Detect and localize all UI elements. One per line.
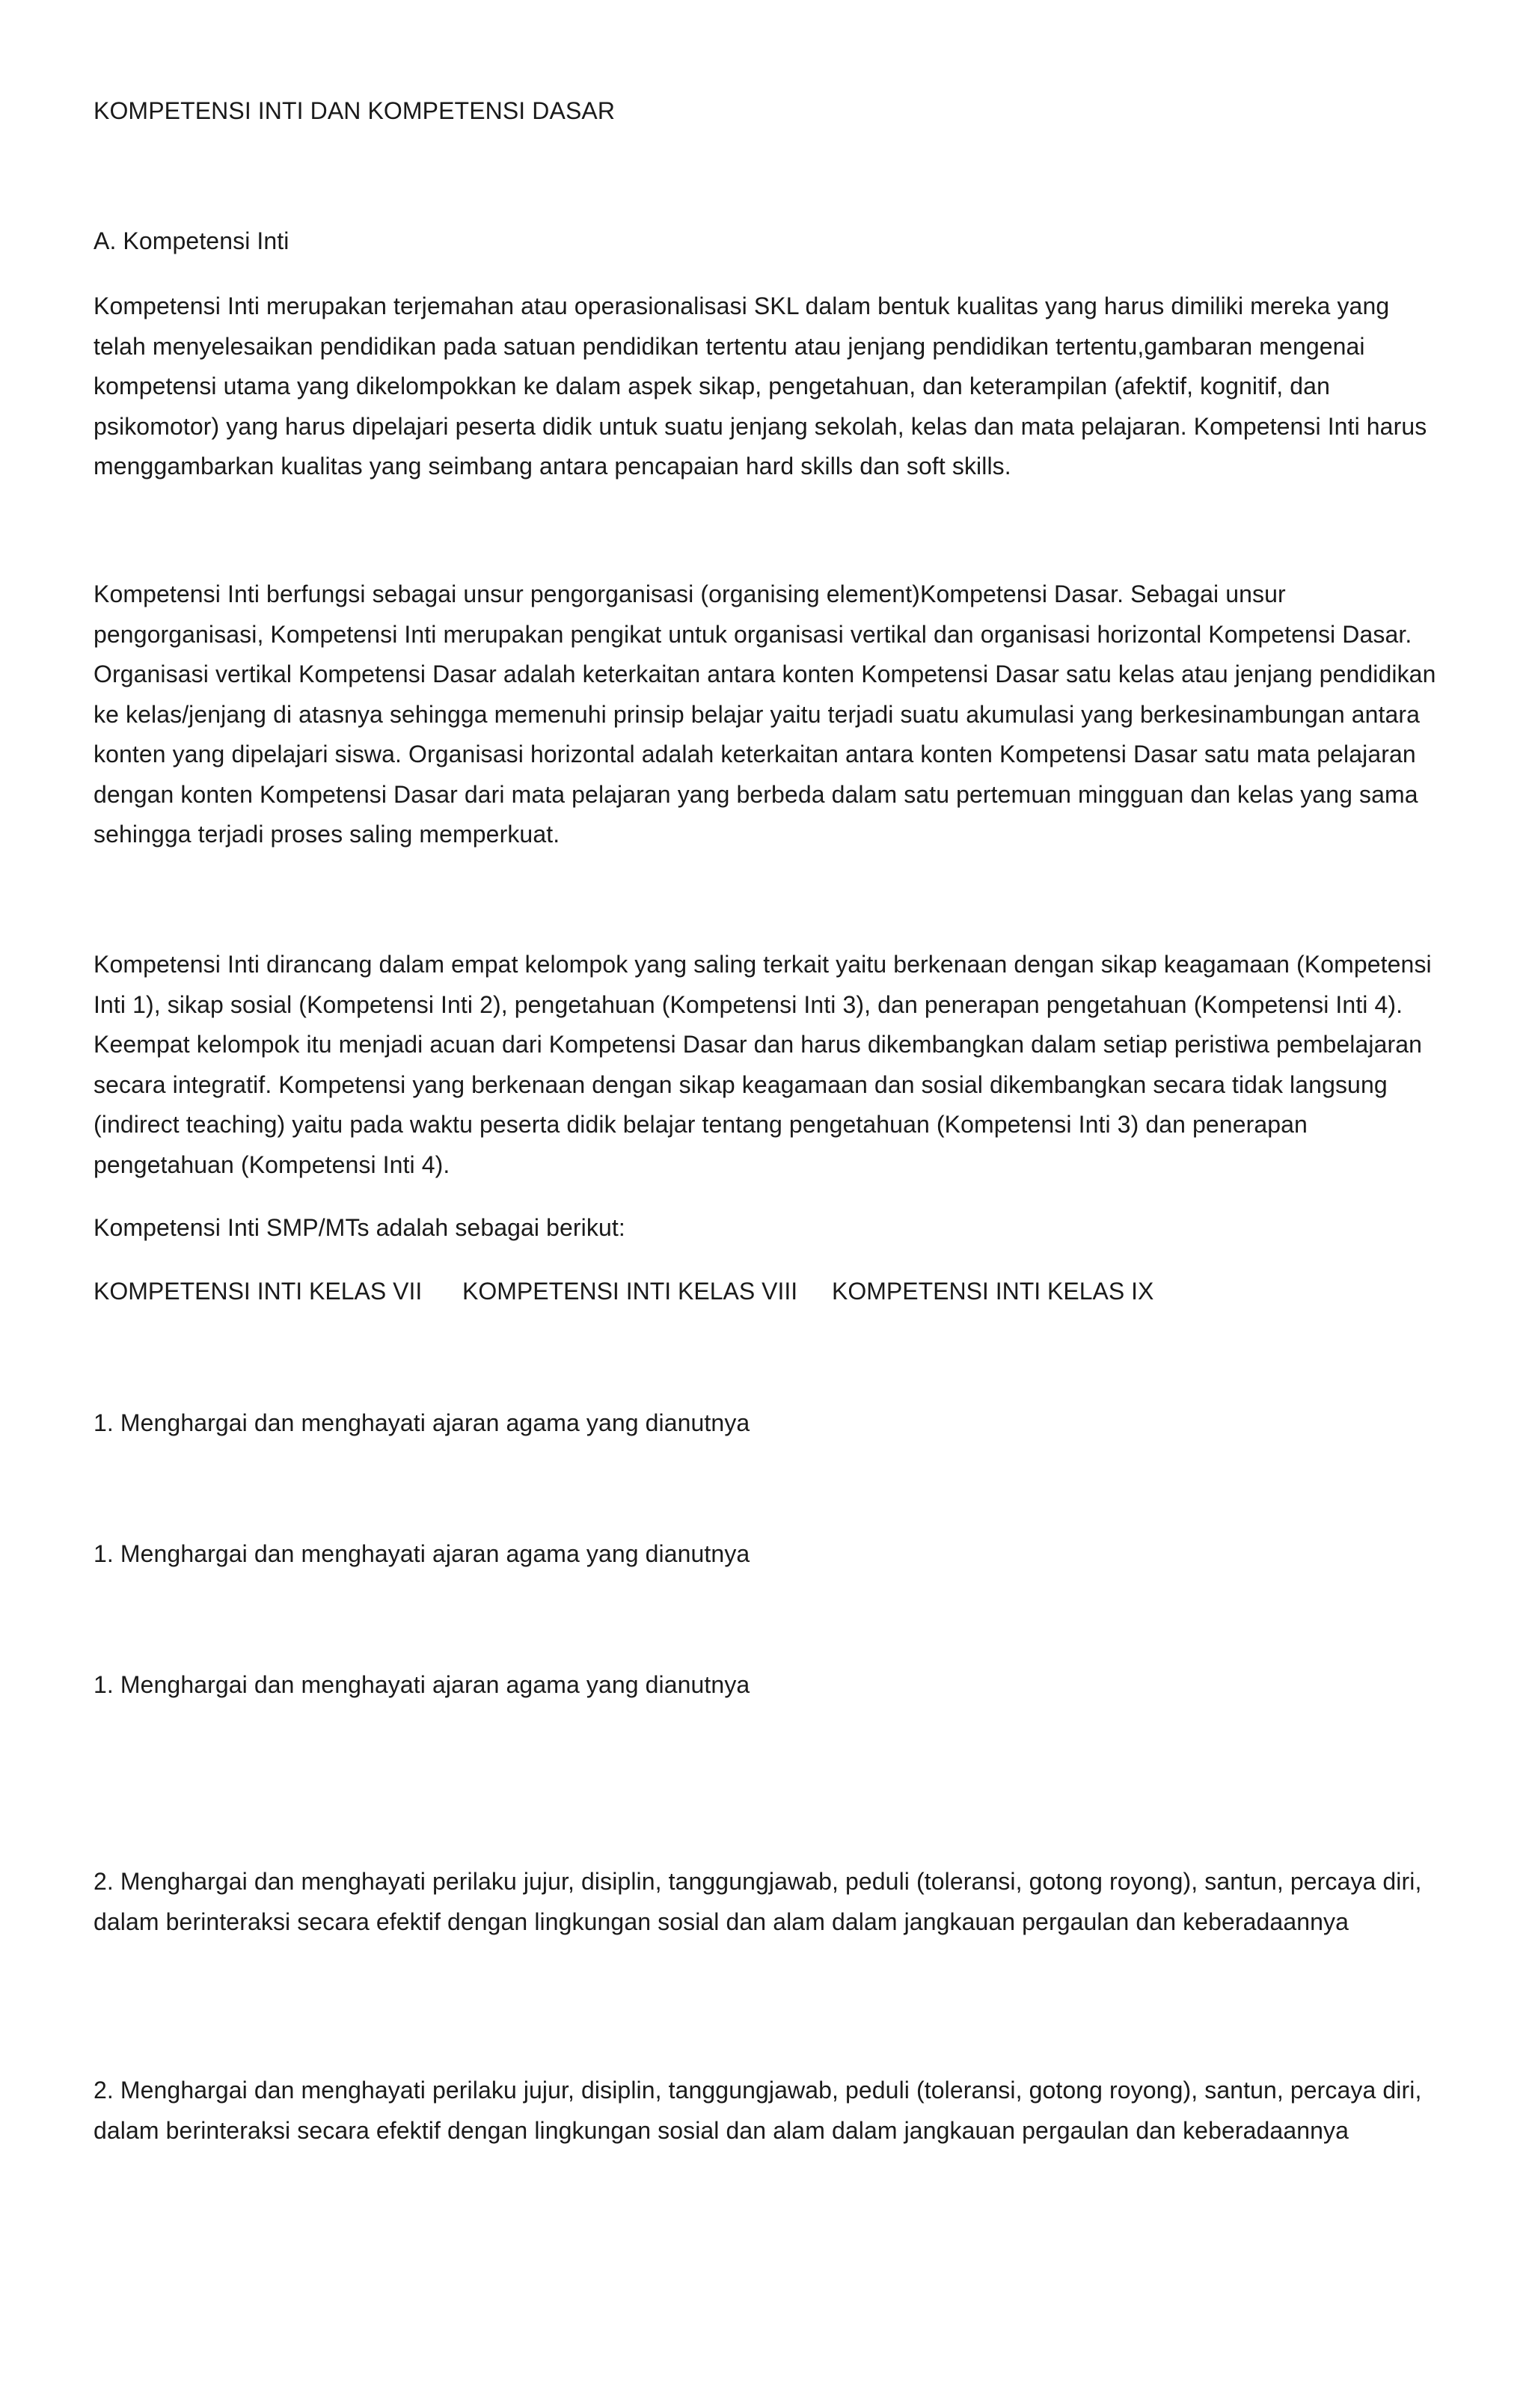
kompetensi-item: 1. Menghargai dan menghayati ajaran agama yang dianutnya	[94, 1409, 750, 1436]
section-heading: A. Kompetensi Inti	[94, 227, 289, 254]
paragraph-groups: Kompetensi Inti dirancang dalam empat kelompok yang saling terkait yaitu berkenaan dengan sikap keagamaan (Kompetensi Inti 1), sikap sosial (Kompetensi Inti 2), pengetahuan (Kompetensi Inti 3), dan penerapan pengetahuan (Kompetensi Inti 4). Keempat kelompok itu menjadi acuan dari Kompetensi Dasar dan harus dikembangkan dalam setiap peristiwa pembelajaran secara integratif. Kompetensi yang berkenaan dengan sikap keagamaan dan sosial dikembangkan secara tidak langsung (indirect teaching) yaitu pada waktu peserta didik belajar tentang pengetahuan (Kompetensi Inti 3) dan penerapan pengetahuan (Kompetensi Inti 4).	[94, 951, 1432, 1178]
paragraph-function: Kompetensi Inti berfungsi sebagai unsur pengorganisasi (organising element)Kompetensi Dasar. Sebagai unsur pengorganisasi, Kompetensi Inti merupakan pengikat untuk organisasi vertikal dan organisasi horizontal Kompetensi Dasar. Organisasi vertikal Kompetensi Dasar adalah keterkaitan antara konten Kompetensi Dasar satu kelas atau jenjang pendidikan ke kelas/jenjang di atasnya sehingga memenuhi prinsip belajar yaitu terjadi suatu akumulasi yang berkesinambungan antara konten yang dipelajari siswa. Organisasi horizontal adalah keterkaitan antara konten Kompetensi Dasar satu mata pelajaran dengan konten Kompetensi Dasar dari mata pelajaran yang berbeda dalam satu pertemuan mingguan dan kelas yang sama sehingga terjadi proses saling memperkuat.	[94, 580, 1436, 848]
paragraph-definition: Kompetensi Inti merupakan terjemahan atau operasionalisasi SKL dalam bentuk kualitas yang harus dimiliki mereka yang telah menyelesaikan pendidikan pada satuan pendidikan tertentu atau jenjang pendidikan tertentu,gambaran mengenai kompetensi utama yang dikelompokkan ke dalam aspek sikap, pengetahuan, dan keterampilan (afektif, kognitif, dan psikomotor) yang harus dipelajari peserta didik untuk suatu jenjang sekolah, kelas dan mata pelajaran. Kompetensi Inti harus menggambarkan kualitas yang seimbang antara pencapaian hard skills dan soft skills.	[94, 292, 1427, 480]
kompetensi-item: 2. Menghargai dan menghayati perilaku jujur, disiplin, tanggungjawab, peduli (toleransi, gotong royong), santun, percaya diri, dalam berinteraksi secara efektif dengan lingkungan sosial dan alam dalam jangkauan pergaulan dan keberadaannya	[94, 1868, 1422, 1935]
document-title: KOMPETENSI INTI DAN KOMPETENSI DASAR	[94, 97, 616, 124]
kompetensi-item: 1. Menghargai dan menghayati ajaran agama yang dianutnya	[94, 1671, 750, 1698]
paragraph-intro-smp: Kompetensi Inti SMP/MTs adalah sebagai berikut:	[94, 1214, 625, 1241]
kompetensi-item: 2. Menghargai dan menghayati perilaku jujur, disiplin, tanggungjawab, peduli (toleransi, gotong royong), santun, percaya diri, dalam berinteraksi secara efektif dengan lingkungan sosial dan alam dalam jangkauan pergaulan dan keberadaannya	[94, 2077, 1422, 2144]
kompetensi-item: 1. Menghargai dan menghayati ajaran agama yang dianutnya	[94, 1540, 750, 1567]
kelas-vii-header: KOMPETENSI INTI KELAS VII	[94, 1278, 423, 1305]
kelas-viii-header: KOMPETENSI INTI KELAS VIII	[462, 1278, 798, 1305]
kelas-ix-header: KOMPETENSI INTI KELAS IX	[832, 1278, 1154, 1305]
